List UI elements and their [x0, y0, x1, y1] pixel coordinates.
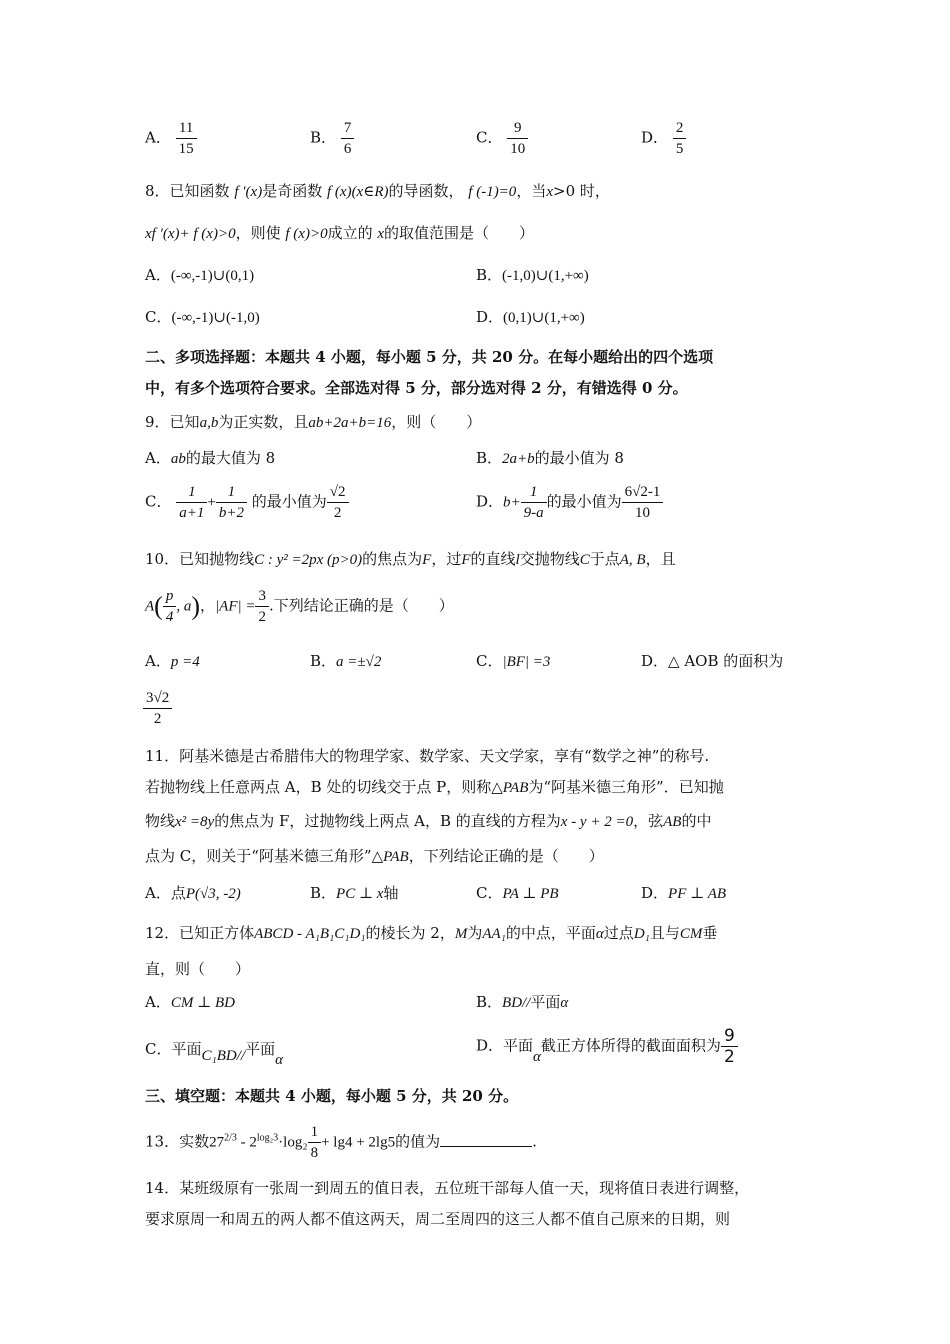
- numerator: 3: [255, 586, 269, 607]
- formula: BD//: [502, 995, 531, 1011]
- denominator: 5: [675, 141, 684, 157]
- q11-option-c[interactable]: [476, 882, 559, 903]
- text: ，且: [645, 550, 676, 568]
- fraction: [176, 118, 197, 159]
- option-label: B．: [310, 884, 337, 902]
- text: .: [532, 1132, 537, 1151]
- text: 的中: [681, 812, 712, 830]
- denominator: 2: [153, 711, 162, 727]
- option-formula: (0,1)∪(1,+∞): [503, 310, 585, 326]
- formula: PC ⊥ x: [336, 886, 384, 902]
- formula: α: [275, 1052, 283, 1068]
- fraction: [176, 482, 207, 523]
- text: 于点: [589, 550, 620, 568]
- q8-option-c[interactable]: [145, 306, 260, 327]
- formula: CM: [679, 926, 703, 942]
- fraction: [622, 482, 664, 523]
- text: 的直线: [470, 550, 516, 568]
- option-label: D．: [476, 308, 504, 326]
- q11-stem-line2: [145, 776, 724, 797]
- option-label: A．: [145, 884, 171, 902]
- formula: PF ⊥ AB: [668, 886, 727, 902]
- option-label: D．: [476, 492, 504, 511]
- formula: C : y² =2px (p>0): [254, 552, 363, 568]
- q11-stem-line3: [145, 810, 711, 831]
- q12-option-b[interactable]: [476, 991, 568, 1012]
- formula: p =4: [170, 654, 200, 670]
- option-label: D．: [641, 884, 669, 902]
- fraction: [163, 586, 177, 627]
- q13-stem: [145, 1122, 537, 1163]
- numerator: 1: [176, 482, 207, 503]
- formula: x² =8y: [175, 814, 215, 830]
- q14-stem-line1: [145, 1177, 749, 1198]
- formula: 2a+b: [502, 451, 535, 467]
- formula: A: [145, 598, 155, 615]
- text: ，当: [516, 182, 547, 200]
- section2-heading-line2: 中，有多个选项符合要求。全部选对得 5 分，部分选对得 2 分，有错选得 0 分。: [145, 379, 688, 397]
- formula: ·log₂: [278, 1134, 308, 1151]
- text: ，则使: [235, 224, 281, 242]
- formula: - 2: [236, 1134, 257, 1151]
- text: 的中点，平面: [505, 924, 596, 942]
- formula: ab+2a+b=16: [308, 415, 392, 431]
- fraction: [673, 118, 687, 159]
- q7-option-b[interactable]: [310, 118, 354, 159]
- formula: PA ⊥ PB: [502, 886, 559, 902]
- formula: x: [546, 184, 553, 200]
- q9-option-b[interactable]: [476, 447, 624, 468]
- text: 的焦点为 F，过抛物线上两点 A，B 的直线的方程为: [214, 812, 561, 830]
- section3-heading: 三、填空题：本题共 4 小题，每小题 5 分，共 20 分。: [145, 1087, 519, 1105]
- question-number: 8．: [145, 182, 170, 200]
- text: >0 时，: [553, 182, 610, 200]
- numerator: 1: [216, 482, 247, 503]
- q12-option-a[interactable]: [145, 991, 235, 1012]
- paren-right: ): [191, 591, 201, 621]
- exponent: 2/3: [224, 1132, 237, 1144]
- formula: α: [560, 995, 569, 1011]
- option-label: B．: [476, 993, 503, 1011]
- text: 已知正方体: [179, 924, 255, 942]
- text: ，下列结论正确的是（ ）: [408, 847, 604, 865]
- denominator: a+1: [179, 505, 205, 521]
- text: 已知抛物线: [179, 550, 255, 568]
- numerator: p: [163, 586, 177, 607]
- text: 实数: [179, 1132, 210, 1151]
- formula: |BF| =3: [502, 654, 551, 670]
- option-label: A．: [145, 993, 171, 1011]
- q9-option-d[interactable]: [476, 482, 663, 523]
- option-formula: (-1,0)∪(1,+∞): [502, 268, 589, 284]
- q9-stem: [145, 411, 481, 432]
- formula: C₁BD//: [201, 1048, 246, 1064]
- text: 交抛物线: [519, 550, 580, 568]
- fraction: [521, 482, 547, 523]
- numerator: 11: [176, 118, 197, 139]
- option-label: D．: [641, 652, 669, 670]
- text: 平面: [530, 993, 561, 1011]
- option-label: D．: [641, 128, 669, 147]
- formula: CM ⊥ BD: [170, 995, 235, 1011]
- fraction: [308, 1122, 322, 1163]
- text: 的导函数，: [388, 182, 464, 200]
- option-formula: (-∞,-1)∪(-1,0): [171, 310, 260, 326]
- q11-option-d[interactable]: [641, 882, 726, 903]
- q11-option-b[interactable]: [310, 882, 398, 903]
- plus: +: [207, 494, 216, 511]
- text: 物线: [145, 812, 176, 830]
- numerator: 6√2-1: [622, 482, 664, 503]
- text: 已知函数: [169, 182, 230, 200]
- formula: xf ′(x)+ f (x)>0: [145, 226, 236, 242]
- text: 成立的: [327, 224, 373, 242]
- q12-option-d[interactable]: [476, 1026, 738, 1067]
- text: 平面: [171, 1040, 202, 1058]
- fraction: [255, 586, 269, 627]
- numerator: √2: [327, 482, 349, 503]
- option-label: B．: [476, 449, 503, 467]
- q8-option-a[interactable]: [145, 264, 254, 285]
- q12-option-c[interactable]: [145, 1038, 283, 1068]
- q10-option-d-value: [143, 688, 172, 729]
- q7-option-a[interactable]: [145, 118, 197, 159]
- text: 若抛物线上任意两点 A，B 处的切线交于点 P，则称: [145, 778, 492, 796]
- text: 已知: [169, 413, 200, 431]
- denominator: 2: [258, 609, 266, 625]
- q11-stem-line1: [145, 745, 709, 766]
- denominator: 6: [343, 141, 352, 157]
- option-label: C．: [476, 884, 503, 902]
- question-number: 14．: [145, 1179, 180, 1197]
- formula: △PAB: [491, 780, 529, 796]
- q7-option-d[interactable]: [641, 118, 686, 159]
- q10-stem-line1: [145, 548, 676, 569]
- formula: , a: [176, 598, 192, 615]
- formula: △PAB: [371, 849, 409, 865]
- section2-heading-line1: 二、多项选择题：本题共 4 小题，每小题 5 分，共 20 分。在每小题给出的四个选项: [145, 348, 714, 366]
- answer-blank[interactable]: [440, 1130, 532, 1147]
- text: 截正方体所得的截面面积为: [540, 1036, 721, 1055]
- formula: f (-1)=0: [468, 184, 517, 200]
- q8-option-d[interactable]: [476, 306, 585, 327]
- paren-left: (: [154, 591, 163, 621]
- q10-option-c[interactable]: [476, 650, 550, 671]
- formula: ABCD - A₁B₁C₁D₁: [254, 926, 366, 942]
- denominator: 8: [310, 1145, 319, 1161]
- formula: P(√3, -2): [185, 886, 241, 902]
- q9-option-c[interactable]: [145, 482, 349, 523]
- fraction: [143, 688, 172, 729]
- numerator: 1: [308, 1122, 322, 1143]
- text: 为“阿基米德三角形”．已知抛: [528, 778, 724, 796]
- text: △ AOB 的面积为: [668, 652, 784, 670]
- q14-stem-line2: 要求原周一和周五的两人都不值这两天，周二至周四的这三人都不值自己原来的日期，则: [145, 1210, 731, 1228]
- option-label: A．: [145, 128, 171, 147]
- q12-stem-line2: 直，则（ ）: [145, 960, 251, 978]
- fraction: [327, 482, 349, 523]
- option-label: B．: [310, 128, 337, 147]
- q11-stem-line4: [145, 845, 604, 866]
- option-label: A．: [145, 449, 171, 467]
- formula: + lg4 + 2lg5: [321, 1134, 396, 1151]
- q10-option-a[interactable]: [145, 650, 200, 671]
- formula: M: [454, 926, 468, 942]
- q8-option-b[interactable]: [476, 264, 589, 285]
- q8-stem-line1: [145, 180, 610, 201]
- text: 的最小值为: [251, 492, 327, 511]
- formula: x - y + 2 =0: [560, 814, 634, 830]
- option-label: C．: [476, 652, 503, 670]
- text: 点: [170, 884, 186, 902]
- numerator: 2: [673, 118, 687, 139]
- question-number: 12．: [145, 924, 180, 942]
- formula: C: [579, 552, 590, 568]
- q9-option-a[interactable]: [145, 447, 275, 468]
- question-number: 13．: [145, 1132, 180, 1151]
- text: ，则（ ）: [391, 413, 482, 431]
- text: ，弦: [633, 812, 664, 830]
- formula: |AF| =: [215, 598, 256, 615]
- fraction: [507, 118, 528, 159]
- formula: a,b: [199, 415, 219, 431]
- denominator: b+2: [218, 505, 244, 521]
- formula: f ′(x): [234, 184, 263, 200]
- question-number: 9．: [145, 413, 170, 431]
- text: 阿基米德是古希腊伟大的物理学家、数学家、天文学家，享有“数学之神”的称号.: [179, 747, 710, 765]
- formula: AB: [663, 814, 682, 830]
- text: ，: [200, 596, 216, 615]
- text: 某班级原有一张周一到周五的值日表，五位班干部每人值一天，现将值日表进行调整，: [179, 1179, 750, 1197]
- formula: α: [533, 1048, 541, 1065]
- formula: ab: [170, 451, 186, 467]
- question-number: 10．: [145, 550, 180, 568]
- exponent: log₂3: [256, 1132, 279, 1144]
- denominator: 2: [333, 505, 342, 521]
- denominator: 2: [723, 1047, 735, 1067]
- text: ，过: [431, 550, 462, 568]
- formula: AA₁: [482, 926, 506, 942]
- text: 的焦点为: [362, 550, 423, 568]
- fraction: [341, 118, 355, 159]
- formula: A, B: [619, 552, 646, 568]
- option-label: B．: [310, 652, 337, 670]
- formula: F: [422, 552, 432, 568]
- numerator: 9: [507, 118, 528, 139]
- q8-stem-line2: [145, 222, 534, 243]
- q12-stem-line1: [145, 922, 717, 943]
- text: 平面: [245, 1040, 276, 1058]
- text: 点为 C，则关于“阿基米德三角形”: [145, 847, 372, 865]
- numerator: 9: [721, 1026, 738, 1047]
- option-label: D．: [476, 1036, 504, 1055]
- option-label: B．: [476, 266, 503, 284]
- formula: α: [595, 926, 604, 942]
- fraction: [721, 1026, 738, 1067]
- formula: b+: [503, 494, 521, 511]
- formula: f (x)(x∈R): [327, 184, 389, 200]
- fraction: [216, 482, 247, 523]
- text: 的最大值为 8: [185, 449, 276, 467]
- text: 垂: [702, 924, 718, 942]
- text: 的最小值为 8: [534, 449, 624, 467]
- text: 过点: [603, 924, 634, 942]
- numerator: 3√2: [143, 688, 172, 709]
- denominator: 15: [178, 141, 194, 157]
- denominator: 4: [165, 609, 174, 625]
- question-number: 11．: [145, 747, 180, 765]
- formula: x: [377, 226, 385, 242]
- option-label: C．: [145, 1040, 172, 1058]
- formula: D₁: [633, 926, 650, 942]
- denominator: 10: [510, 141, 526, 157]
- text: 的值为: [395, 1132, 441, 1151]
- formula: l: [515, 552, 520, 568]
- formula: a =±√2: [336, 654, 382, 670]
- denominator: 9-a: [523, 505, 544, 521]
- option-label: C．: [476, 128, 503, 147]
- q7-option-c[interactable]: [476, 118, 528, 159]
- text: 为: [467, 924, 483, 942]
- option-label: C．: [145, 308, 172, 326]
- option-label: A．: [145, 652, 171, 670]
- numerator: 1: [521, 482, 547, 503]
- numerator: 7: [341, 118, 355, 139]
- text: 且与: [649, 924, 680, 942]
- option-label: C．: [145, 492, 172, 511]
- text: 的棱长为 2，: [365, 924, 455, 942]
- option-formula: (-∞,-1)∪(0,1): [170, 268, 255, 284]
- text: 轴: [383, 884, 399, 902]
- q10-option-b[interactable]: [310, 650, 381, 671]
- option-label: A．: [145, 266, 171, 284]
- denominator: 10: [635, 505, 651, 521]
- formula: F: [461, 552, 471, 568]
- text: 为正实数，且: [218, 413, 309, 431]
- text: .下列结论正确的是（ ）: [268, 596, 454, 615]
- q10-stem-line2: [145, 586, 454, 627]
- q11-option-a[interactable]: [145, 882, 241, 903]
- formula: f (x)>0: [285, 226, 328, 242]
- q10-option-d[interactable]: [641, 650, 783, 671]
- text: 的取值范围是（ ）: [384, 224, 535, 242]
- formula: 27: [209, 1134, 225, 1151]
- text: 是奇函数: [262, 182, 323, 200]
- text: 平面: [503, 1036, 534, 1055]
- text: 的最小值为: [546, 492, 622, 511]
